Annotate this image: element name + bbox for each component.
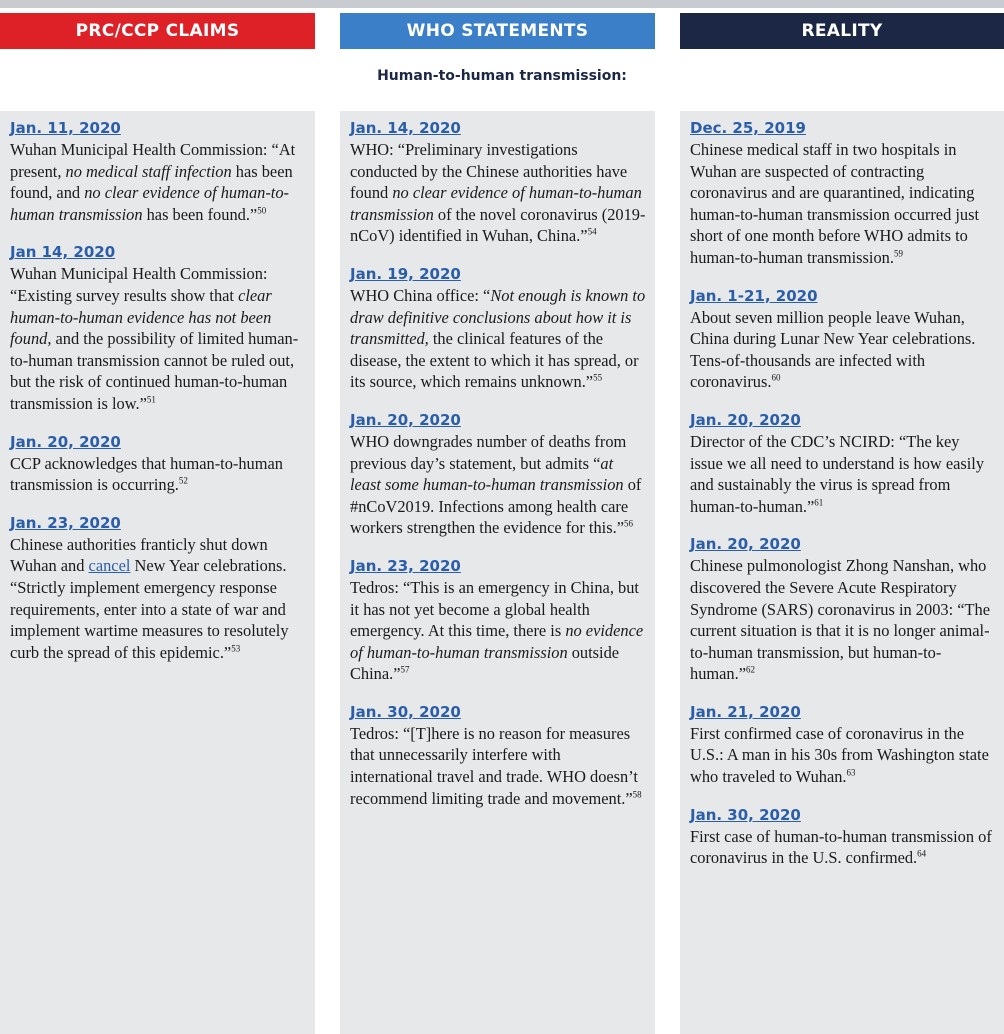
footnote-number: 52 xyxy=(178,475,188,486)
text-segment: Chinese authorities franticly shut down Wuhan and xyxy=(10,534,268,576)
top-band xyxy=(0,0,1004,8)
footnote-number: 59 xyxy=(893,248,903,259)
footnote-number: 56 xyxy=(624,518,633,529)
timeline-entry xyxy=(690,411,996,517)
text-segment: of #nCoV2019. Infections among health care workers strengthen the evidence for this.” xyxy=(350,475,642,538)
entry-date: Jan. 30, 2020 xyxy=(690,805,801,824)
text-segment: the clinical features of the disease, the extent to which it has spread, or its source, which remains unknown.” xyxy=(350,329,639,392)
entry-text xyxy=(350,723,647,809)
footnote-number: 58 xyxy=(632,789,642,800)
emphasized-text: at least some human-to-human transmission xyxy=(350,453,624,495)
entry-text xyxy=(10,453,307,496)
entry-date: Jan. 19, 2020 xyxy=(350,264,461,283)
emphasized-text: no clear evidence of human-to-human transmission xyxy=(10,183,290,224)
text-segment: Chinese pulmonologist Zhong Nanshan, who discovered the Severe Acute Respiratory Syndrome (SARS) coronavirus in 2003: “The current situation is that it is no longer animal-to-human transmission, but human-to-human.” xyxy=(690,556,991,684)
footnote-number: 51 xyxy=(146,394,156,405)
entry-date: Jan. 23, 2020 xyxy=(350,556,461,575)
entry-date: Dec. 25, 2019 xyxy=(690,119,806,137)
timeline-entry xyxy=(350,411,647,539)
timeline-entry xyxy=(10,514,307,664)
entry-date: Jan. 20, 2020 xyxy=(690,535,801,554)
emphasized-text: Not enough is known to draw definitive conclusions about how it is transmitted, xyxy=(350,285,646,349)
text-segment: and the possibility of limited human-to-human transmission cannot be ruled out, but the risk of continued human-to-human transmission is low.” xyxy=(10,329,299,413)
entry-text xyxy=(690,723,996,788)
text-segment: WHO downgrades number of deaths from previous day’s statement, but admits “ xyxy=(350,431,627,473)
timeline-entry xyxy=(10,433,307,496)
text-segment: About seven million people leave Wuhan, China during Lunar New Year celebrations. Tens-of-thousands are infected with coronavirus. xyxy=(690,307,976,392)
entry-date: Jan. 1-21, 2020 xyxy=(690,286,818,305)
header-prc-claims: PRC/CCP CLAIMS xyxy=(0,13,315,49)
text-segment: Wuhan Municipal Health Commission: “At present, xyxy=(10,140,296,181)
timeline-entry xyxy=(10,119,307,225)
emphasized-text: no medical staff infection xyxy=(65,161,232,181)
timeline-entry xyxy=(10,243,307,414)
timeline-entry xyxy=(690,287,996,393)
entry-date: Jan. 20, 2020 xyxy=(690,410,801,429)
footnote-number: 62 xyxy=(745,664,755,675)
entry-text xyxy=(690,826,996,869)
text-segment: First confirmed case of coronavirus in the U.S.: A man in his 30s from Washington state who traveled to Wuhan. xyxy=(690,723,989,787)
footnote-number: 54 xyxy=(587,226,597,237)
entry-text xyxy=(690,555,996,685)
emphasized-text: no evidence of human-to-human transmission xyxy=(350,621,644,662)
timeline-entry xyxy=(350,703,647,809)
text-segment: Director of the CDC’s NCIRD: “The key issue we all need to understand is how easily and sustainably the virus is spread from human-to-human.” xyxy=(690,431,985,516)
entry-date: Jan. 14, 2020 xyxy=(350,119,461,137)
timeline-entry xyxy=(690,806,996,869)
footnote-number: 57 xyxy=(400,664,410,675)
timeline-entry xyxy=(690,119,996,269)
text-segment: First case of human-to-human transmission of coronavirus in the U.S. confirmed. xyxy=(690,826,992,868)
timeline-entry xyxy=(350,119,647,247)
entry-text xyxy=(350,285,647,393)
entry-date: Jan. 11, 2020 xyxy=(10,119,121,137)
text-segment: New Year celebrations. “Strictly implement emergency response requirements, enter into a state of war and implement wartime measures to resolutely curb the spread of this epidemic.” xyxy=(10,556,289,662)
footnote-number: 60 xyxy=(771,372,781,383)
entry-text xyxy=(350,431,647,539)
header-reality: REALITY xyxy=(680,13,1004,49)
entry-text xyxy=(690,431,996,517)
section-subtitle: Human-to-human transmission: xyxy=(377,68,627,84)
entry-text xyxy=(690,139,996,269)
entry-date: Jan 14, 2020 xyxy=(10,243,116,262)
entry-date: Jan. 20, 2020 xyxy=(350,410,461,429)
footnote-number: 64 xyxy=(917,848,927,859)
text-segment: Chinese medical staff in two hospitals in Wuhan are suspected of contracting coronavirus and are quarantined, indicating human-to-human transmission occurred just short of one month before WHO admits to human-to-human transmission. xyxy=(690,140,980,267)
entry-date: Jan. 20, 2020 xyxy=(10,432,121,451)
text-segment: has been found.” xyxy=(142,204,258,224)
timeline-entry xyxy=(350,557,647,685)
reality-column xyxy=(680,111,1004,1034)
cancel-link[interactable]: cancel xyxy=(88,556,131,576)
entry-date: Jan. 23, 2020 xyxy=(10,513,121,532)
entry-text xyxy=(350,577,647,685)
entry-text xyxy=(10,263,307,414)
text-segment: WHO China office: “ xyxy=(350,285,491,305)
text-segment: Tedros: “This is an emergency in China, but it has not yet become a global health emergency. At this time, there is xyxy=(350,577,639,641)
timeline-entry xyxy=(350,265,647,393)
entry-date: Jan. 21, 2020 xyxy=(690,702,801,721)
entry-date: Jan. 30, 2020 xyxy=(350,702,461,721)
entry-text xyxy=(10,139,307,225)
timeline-entry xyxy=(690,535,996,685)
text-segment: has been found, and xyxy=(10,161,293,203)
text-segment: outside China.” xyxy=(350,642,620,684)
prc-claims-column xyxy=(0,111,315,1034)
footnote-number: 55 xyxy=(593,372,603,383)
text-segment: CCP acknowledges that human-to-human transmission is occurring. xyxy=(10,453,283,495)
entry-text xyxy=(10,534,307,664)
emphasized-text: no clear evidence of human-to-human transmission xyxy=(350,183,642,224)
who-statements-column xyxy=(340,111,655,1034)
text-segment: Wuhan Municipal Health Commission: “Existing survey results show that xyxy=(10,264,268,305)
header-who-statements: WHO STATEMENTS xyxy=(340,13,655,49)
text-segment: of the novel coronavirus (2019-nCoV) identified in Wuhan, China.” xyxy=(350,204,646,246)
timeline-entry xyxy=(690,703,996,788)
emphasized-text: clear human-to-human evidence has not been found, xyxy=(10,285,272,349)
entry-text xyxy=(350,139,647,247)
text-segment: WHO: “Preliminary investigations conducted by the Chinese authorities have found xyxy=(350,140,628,203)
footnote-number: 53 xyxy=(231,643,241,654)
footnote-number: 61 xyxy=(814,497,824,508)
footnote-number: 50 xyxy=(257,205,267,216)
entry-text xyxy=(690,307,996,393)
footnote-number: 63 xyxy=(846,767,856,778)
text-segment: Tedros: “[T]here is no reason for measures that unnecessarily interfere with international travel and trade. WHO doesn’t recommend limiting trade and movement.” xyxy=(350,723,638,808)
